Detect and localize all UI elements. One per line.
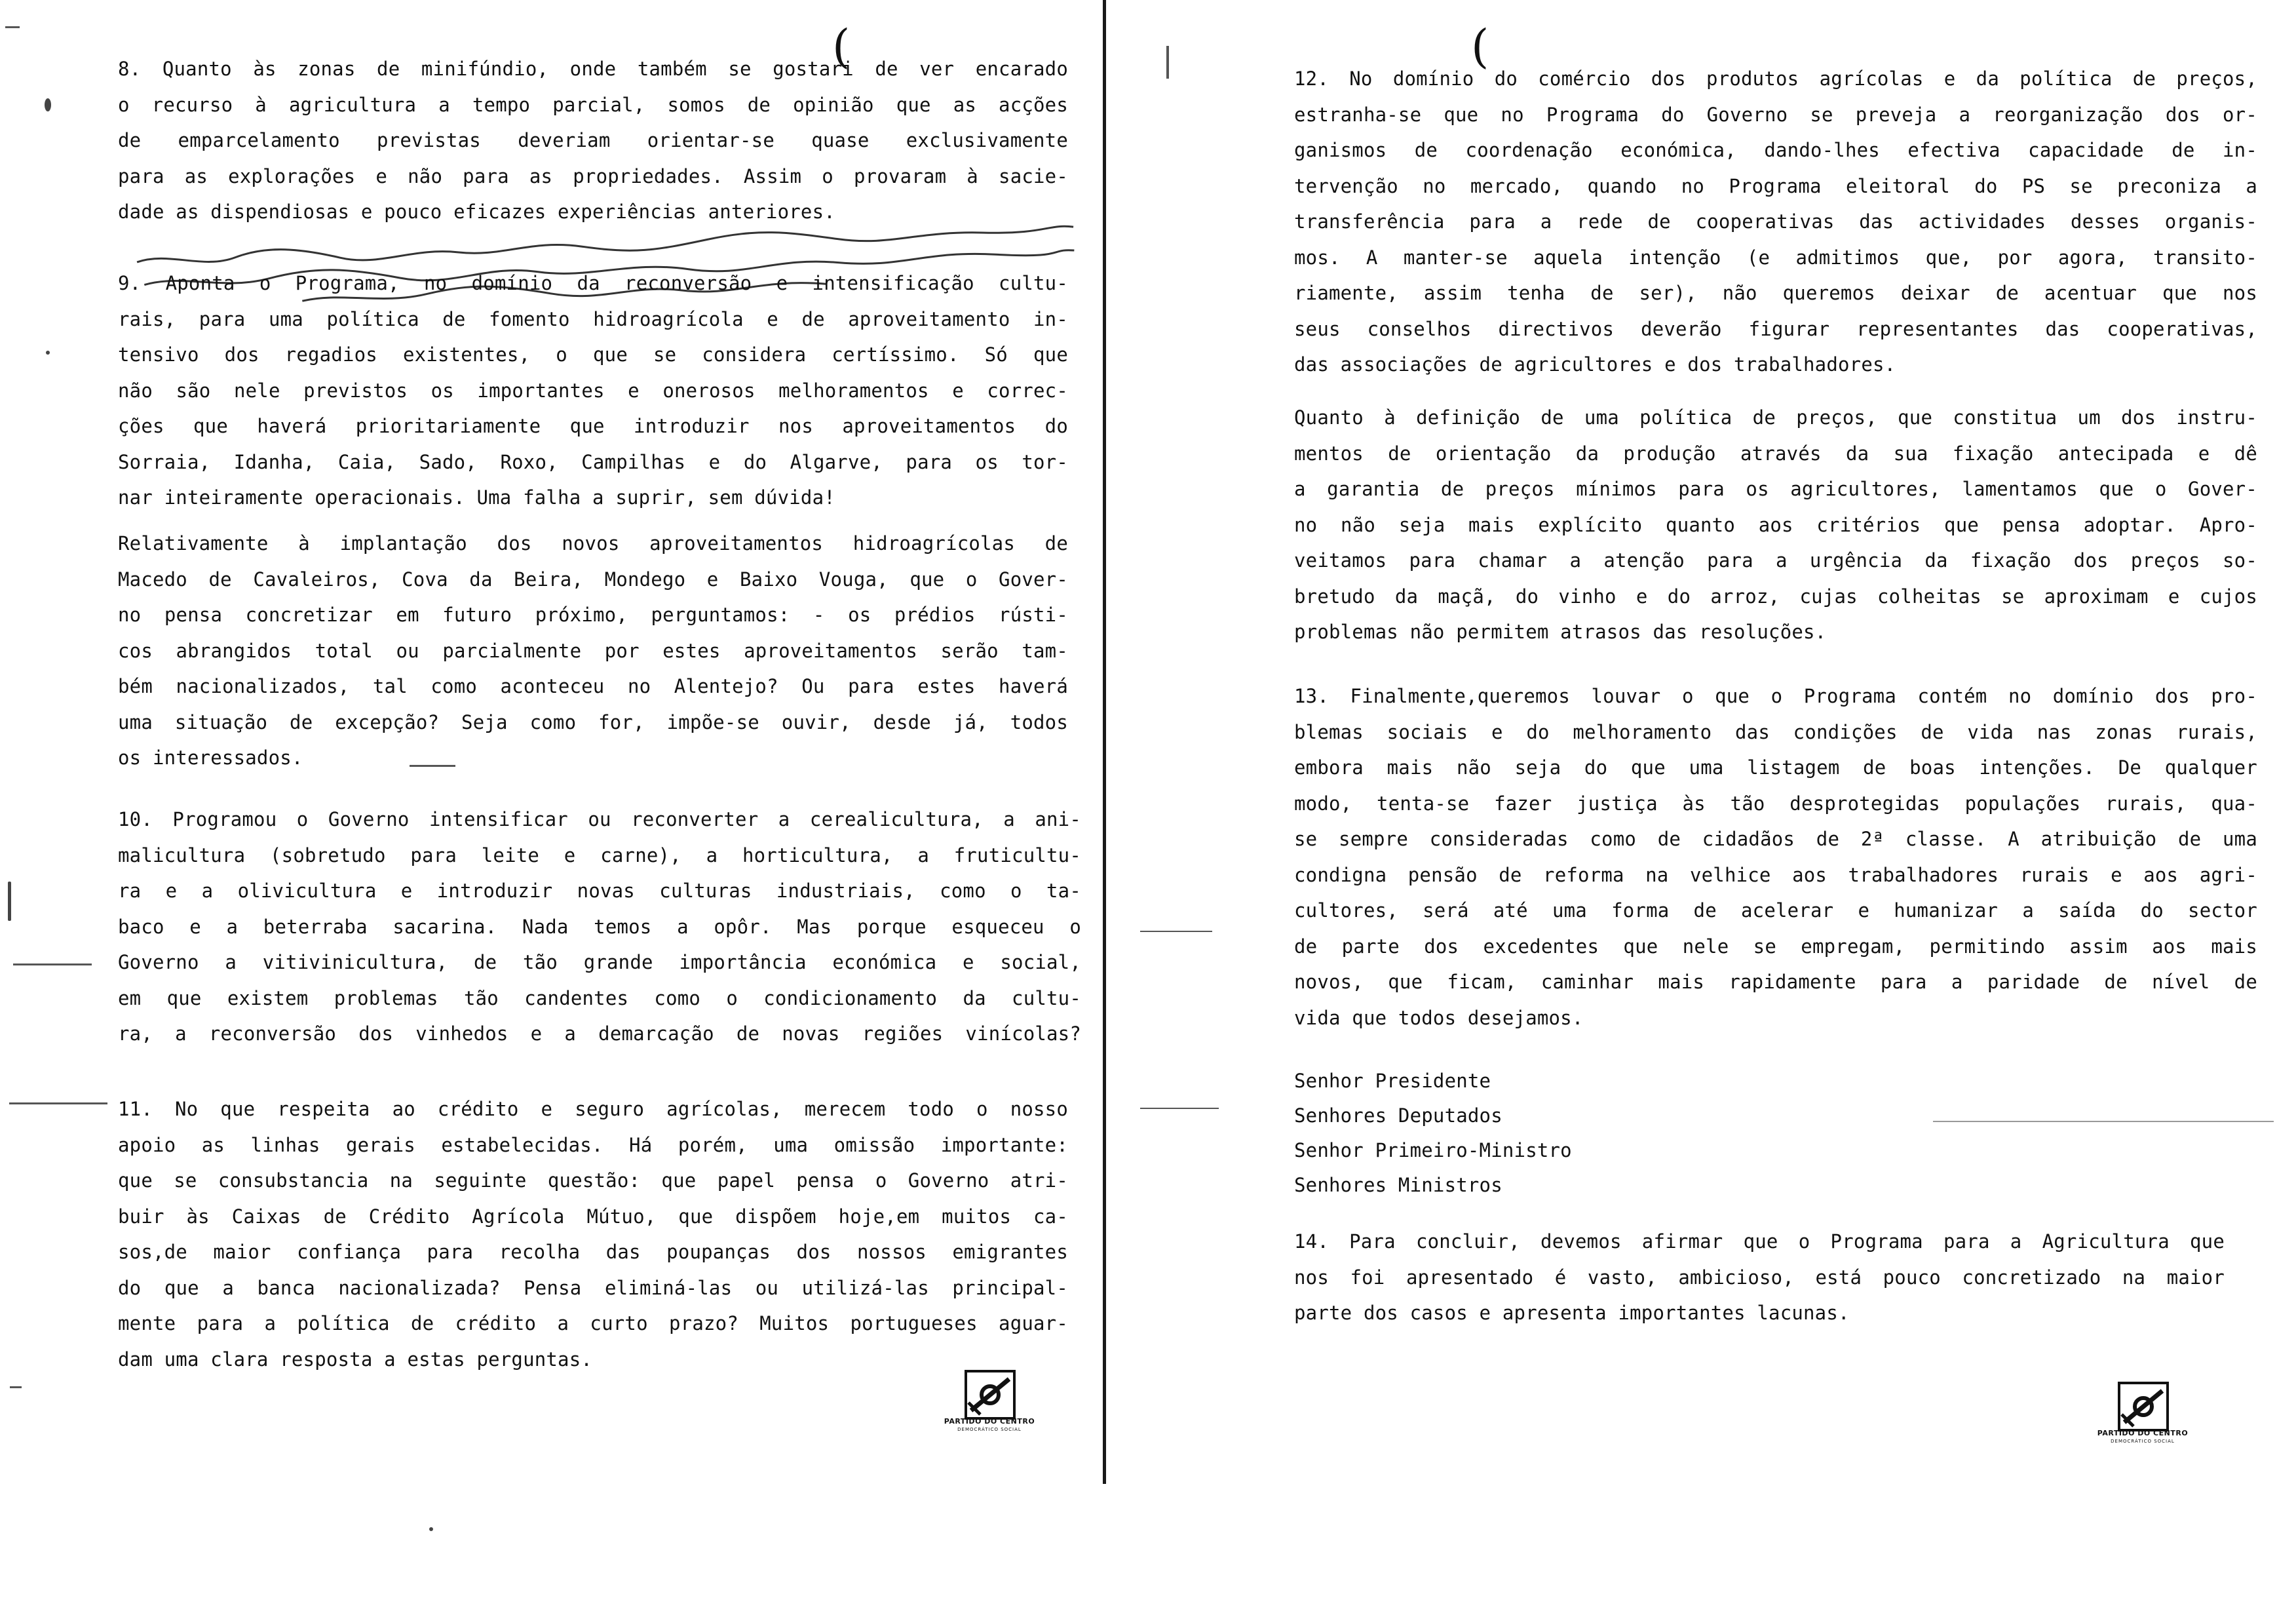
scan-mark (1933, 1121, 2274, 1122)
text-line: do que a banca nacionalizada? Pensa eliminá-las ou utilizá-las principal- (118, 1276, 1068, 1299)
text-line: que se consubstancia na seguinte questão: que papel pensa o Governo atri- (118, 1169, 1068, 1192)
text-line: de parte dos excedentes que nele se empregam, permitindo assim aos mais (1294, 935, 2257, 958)
text-line: se sempre consideradas como de cidadãos de 2ª classe. A atribuição de uma (1294, 828, 2257, 850)
party-subtitle: DEMOCRÁTICO SOCIAL (957, 1427, 1022, 1432)
text-line: Relativamente à implantação dos novos aproveitamentos hidroagrícolas de (118, 532, 1068, 555)
text-line: buir às Caixas de Crédito Agrícola Mútuo, que dispõem hoje,em muitos ca- (118, 1205, 1068, 1228)
party-logo-icon (2120, 1384, 2166, 1429)
text-line: nos foi apresentado é vasto, ambicioso, está pouco concretizado na maior (1294, 1266, 2225, 1289)
text-line: a garantia de preços mínimos para os agricultores, lamentamos que o Gover- (1294, 478, 2257, 500)
text-line: cultores, será até uma forma de acelerar e humanizar a saída do sector (1294, 899, 2257, 922)
scan-mark (8, 882, 11, 921)
margin-bracket-mark: ( (832, 20, 851, 73)
text-line: no pensa concretizar em futuro próximo, perguntamos: - os prédios rústi- (118, 604, 1068, 626)
text-line: Quanto à definição de uma política de preços, que constitua um dos instru- (1294, 406, 2257, 429)
left-paragraph-9 (118, 265, 1068, 516)
party-logo-caption (944, 1417, 1035, 1434)
right-paragraph-12-continued (1294, 400, 2257, 650)
text-line: ra, a reconversão dos vinhedos e a demarcação de novas regiões vinícolas? (118, 1022, 1081, 1045)
salutation-block (1294, 1064, 2257, 1203)
scan-mark (45, 98, 51, 111)
text-line: nar inteiramente operacionais. Uma falha a suprir, sem dúvida! (118, 486, 835, 509)
text-line: malicultura (sobretudo para leite e carne), a horticultura, a fruticultu- (118, 844, 1081, 866)
text-line: não são nele previstos os importantes e onerosos melhoramentos e correc- (118, 379, 1068, 402)
page-divider (1103, 0, 1106, 1484)
scan-mark (1140, 1108, 1219, 1109)
left-paragraph-11 (118, 1091, 1068, 1377)
text-line: estranha-se que no Programa do Governo se preveja a reorganização dos or- (1294, 103, 2257, 126)
right-paragraph-14 (1294, 1224, 2225, 1331)
scan-mark (429, 1527, 433, 1531)
text-line: uma situação de excepção? Seja como for, impõe-se ouvir, desde já, todos (118, 710, 1068, 733)
scan-mark (13, 963, 92, 965)
left-paragraph-8 (118, 51, 1068, 230)
text-line: bém nacionalizados, tal como aconteceu no Alentejo? Ou para estes haverá (118, 675, 1068, 697)
text-line: apoio as linhas gerais estabelecidas. Há porém, uma omissão importante: (118, 1133, 1068, 1156)
text-line: no não seja mais explícito quanto aos critérios que pensa adoptar. Apro- (1294, 513, 2257, 536)
text-line: problemas não permitem atrasos das resoluções. (1294, 621, 1827, 643)
text-line: 12. No domínio do comércio dos produtos agrícolas e da política de preços, (1294, 68, 2257, 90)
text-line: veitamos para chamar a atenção para a urgência da fixação dos preços so- (1294, 549, 2257, 572)
party-logo-caption (2097, 1429, 2189, 1446)
text-line: bretudo da maçã, do vinho e do arroz, cujas colheitas se aproximam e cujos (1294, 585, 2257, 608)
text-line: de emparcelamento previstas deveriam orientar-se quase exclusivamente (118, 129, 1068, 151)
party-name: PARTIDO DO CENTRO (944, 1417, 1035, 1426)
text-line: Macedo de Cavaleiros, Cova da Beira, Mondego e Baixo Vouga, que o Gover- (118, 568, 1068, 591)
text-line: dam uma clara resposta a estas perguntas. (118, 1348, 593, 1371)
left-paragraph-9-continued (118, 526, 1068, 776)
text-line: 11. No que respeita ao crédito e seguro agrícolas, merecem todo o nosso (118, 1098, 1068, 1120)
text-line: das associações de agricultores e dos trabalhadores. (1294, 353, 1896, 376)
text-line: 13. Finalmente,queremos louvar o que o Programa contém no domínio dos pro- (1294, 685, 2257, 707)
scan-mark (1140, 931, 1212, 932)
text-line: mentos de orientação da produção através da sua fixação antecipada e dê (1294, 442, 2257, 465)
salutation-line: Senhores Ministros (1294, 1174, 1502, 1196)
text-line: vida que todos desejamos. (1294, 1006, 1584, 1029)
text-line: Sorraia, Idanha, Caia, Sado, Roxo, Campilhas e do Algarve, para os tor- (118, 450, 1068, 473)
text-line: em que existem problemas tão candentes como o condicionamento da cultu- (118, 986, 1081, 1009)
text-line: seus conselhos directivos deverão figurar representantes das cooperativas, (1294, 317, 2257, 340)
text-line: mos. A manter-se aquela intenção (e admitimos que, por agora, transito- (1294, 246, 2257, 269)
text-line: ganismos de coordenação económica, dando-lhes efectiva capacidade de in- (1294, 139, 2257, 161)
text-line: os interessados. (118, 747, 303, 769)
text-line: rais, para uma política de fomento hidroagrícola e de aproveitamento in- (118, 307, 1068, 330)
text-line: condigna pensão de reforma na velhice aos trabalhadores rurais e aos agri- (1294, 863, 2257, 886)
party-logo (944, 1370, 1035, 1432)
text-line: para as explorações e não para as propriedades. Assim o provaram à sacie- (118, 165, 1068, 187)
party-logo-icon (967, 1372, 1013, 1417)
text-line: parte dos casos e apresenta importantes lacunas. (1294, 1302, 1850, 1324)
text-line: o recurso à agricultura a tempo parcial, somos de opinião que as acções (118, 93, 1068, 116)
text-line: ções que haverá prioritariamente que introduzir nos aproveitamentos do (118, 415, 1068, 437)
text-line: Governo a vitivinicultura, de tão grande importância económica e social, (118, 951, 1081, 973)
scan-mark (410, 765, 455, 767)
party-logo-mark (2118, 1382, 2169, 1431)
text-line: 8. Quanto às zonas de minifúndio, onde também se gostari de ver encarado (118, 58, 1068, 80)
scan-mark (9, 1102, 107, 1104)
text-line: sos,de maior confiança para recolha das poupanças dos nossos emigrantes (118, 1241, 1068, 1263)
text-line: novos, que ficam, caminhar mais rapidamente para a paridade de nível de (1294, 971, 2257, 993)
text-line: 14. Para concluir, devemos afirmar que o Programa para a Agricultura que (1294, 1230, 2225, 1253)
text-line: transferência para a rede de cooperativas das actividades desses organis- (1294, 210, 2257, 233)
text-line: dade as dispendiosas e pouco eficazes experiências anteriores. (118, 201, 835, 223)
text-line: mente para a política de crédito a curto prazo? Muitos portugueses aguar- (118, 1312, 1068, 1334)
text-line: 10. Programou o Governo intensificar ou reconverter a cerealicultura, a ani- (118, 808, 1081, 830)
text-line: ra e a olivicultura e introduzir novas culturas industriais, como o ta- (118, 880, 1081, 902)
salutation-line: Senhor Primeiro-Ministro (1294, 1139, 1572, 1161)
margin-bracket-mark: ( (1471, 20, 1489, 73)
scan-mark (46, 351, 50, 355)
party-logo (2097, 1382, 2189, 1444)
text-line: blemas sociais e do melhoramento das condições de vida nas zonas rurais, (1294, 720, 2257, 743)
right-paragraph-13 (1294, 678, 2257, 1036)
text-line: 9. Aponta o Programa, no domínio da reconversão e intensificação cultu- (118, 272, 1068, 294)
text-line: cos abrangidos total ou parcialmente por estes aproveitamentos serão tam- (118, 639, 1068, 662)
party-logo-mark (965, 1370, 1016, 1420)
scan-mark (1166, 46, 1169, 79)
party-subtitle: DEMOCRÁTICO SOCIAL (2111, 1439, 2175, 1444)
right-paragraph-12 (1294, 61, 2257, 383)
text-line: baco e a beterraba sacarina. Nada temos a opôr. Mas porque esqueceu o (118, 915, 1081, 938)
text-line: tensivo dos regadios existentes, o que se considera certíssimo. Só que (118, 343, 1068, 366)
left-paragraph-10 (118, 802, 1081, 1052)
text-line: riamente, assim tenha de ser), não queremos deixar de acentuar que nos (1294, 282, 2257, 304)
text-line: embora mais não seja do que uma listagem de boas intenções. De qualquer (1294, 756, 2257, 779)
salutation-line: Senhores Deputados (1294, 1104, 1502, 1127)
scan-mark (10, 1386, 22, 1388)
scan-mark (5, 26, 20, 28)
party-name: PARTIDO DO CENTRO (2097, 1429, 2189, 1437)
text-line: tervenção no mercado, quando no Programa eleitoral do PS se preconiza a (1294, 174, 2257, 197)
salutation-line: Senhor Presidente (1294, 1070, 1491, 1092)
left-page (0, 0, 1107, 1615)
text-line: modo, tenta-se fazer justiça às tão desprotegidas populações rurais, qua- (1294, 792, 2257, 815)
